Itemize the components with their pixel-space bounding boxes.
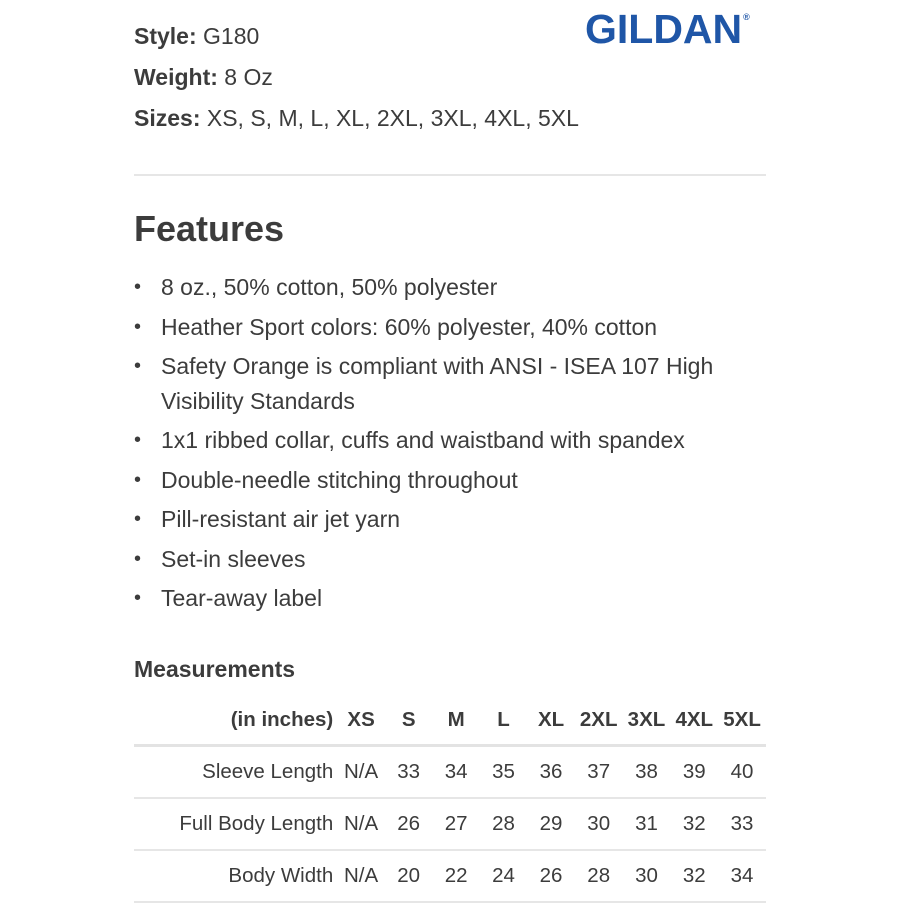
size-header: 2XL [575, 696, 623, 746]
table-cell: 32 [670, 850, 718, 902]
table-cell: N/A [337, 746, 385, 799]
measurements-table [134, 696, 766, 903]
table-cell: 28 [575, 850, 623, 902]
bullet-icon: • [134, 315, 142, 338]
table-cell: N/A [337, 798, 385, 850]
bullet-icon: • [134, 429, 142, 451]
style-label: Style: [134, 23, 197, 49]
table-cell: 34 [432, 746, 479, 799]
size-header: 5XL [718, 696, 766, 746]
table-cell: 28 [480, 798, 527, 850]
table-cell: 37 [575, 746, 623, 799]
feature-text: Double-needle stitching throughout [161, 466, 518, 493]
table-cell: 36 [527, 746, 575, 799]
bullet-icon: • [134, 587, 142, 609]
brand-name: GILDAN [585, 6, 743, 52]
row-label: Full Body Length [134, 798, 337, 850]
section-divider [134, 174, 766, 176]
registered-mark: ® [743, 12, 750, 22]
table-cell: 32 [670, 798, 718, 850]
table-cell: 35 [480, 746, 527, 799]
feature-list [134, 270, 774, 621]
table-cell: 24 [480, 850, 527, 902]
feature-text: 8 oz., 50% cotton, 50% polyester [161, 274, 498, 300]
table-cell: 26 [385, 798, 432, 850]
sizes-value: XS, S, M, L, XL, 2XL, 3XL, 4XL, 5XL [206, 105, 579, 131]
feature-text: Tear-away label [161, 585, 323, 611]
table-row [134, 850, 766, 902]
table-cell: 26 [527, 850, 575, 902]
gildan-logo [585, 6, 750, 53]
table-cell: 34 [718, 850, 766, 902]
feature-item [134, 542, 774, 577]
table-cell: 30 [623, 850, 671, 902]
feature-item [134, 349, 751, 418]
sizes-label: Sizes: [134, 105, 201, 131]
feature-item [134, 502, 774, 537]
feature-text: Pill-resistant air jet yarn [161, 506, 401, 532]
table-row [134, 798, 766, 850]
table-cell: 29 [527, 798, 575, 850]
style-value: G180 [203, 23, 260, 49]
features-title: Features [134, 208, 285, 249]
size-header: S [385, 696, 432, 746]
feature-text: Set-in sleeves [161, 545, 306, 572]
table-cell: N/A [337, 850, 385, 902]
table-cell: 27 [432, 798, 479, 850]
table-cell: 31 [623, 798, 671, 850]
weight-label: Weight: [134, 64, 218, 90]
table-cell: 30 [575, 798, 623, 850]
style-spec [134, 16, 579, 57]
bullet-icon: • [134, 276, 142, 298]
feature-item [134, 463, 774, 498]
size-header: 3XL [623, 696, 671, 746]
feature-text: Heather Sport colors: 60% polyester, 40% cotton [161, 313, 658, 340]
row-label: Body Width [134, 850, 337, 902]
unit-header: (in inches) [134, 696, 337, 746]
feature-item [134, 581, 774, 616]
weight-spec [134, 57, 579, 98]
sizes-spec [134, 98, 579, 139]
bullet-icon: • [134, 355, 142, 377]
measurements-title: Measurements [134, 656, 296, 682]
table-row [134, 746, 766, 799]
table-cell: 22 [432, 850, 479, 902]
size-header: 4XL [670, 696, 718, 746]
table-header-row [134, 696, 766, 746]
table-cell: 40 [718, 746, 766, 799]
table-cell: 38 [623, 746, 671, 799]
weight-value: 8 Oz [224, 64, 273, 90]
table-cell: 39 [670, 746, 718, 799]
feature-text: Safety Orange is compliant with ANSI - ISEA 107 High Visibility Standards [161, 353, 714, 414]
table-cell: 20 [385, 850, 432, 902]
bullet-icon: • [134, 547, 142, 570]
feature-item [134, 270, 774, 305]
size-header: XL [527, 696, 575, 746]
feature-item [134, 423, 774, 458]
row-label: Sleeve Length [134, 746, 337, 799]
feature-item [134, 310, 774, 345]
table-cell: 33 [385, 746, 432, 799]
table-cell: 33 [718, 798, 766, 850]
size-header: XS [337, 696, 385, 746]
size-header: M [432, 696, 479, 746]
feature-text: 1x1 ribbed collar, cuffs and waistband with spandex [161, 427, 685, 453]
product-specs [134, 16, 579, 139]
bullet-icon: • [134, 468, 142, 491]
size-header: L [480, 696, 527, 746]
bullet-icon: • [134, 508, 142, 530]
